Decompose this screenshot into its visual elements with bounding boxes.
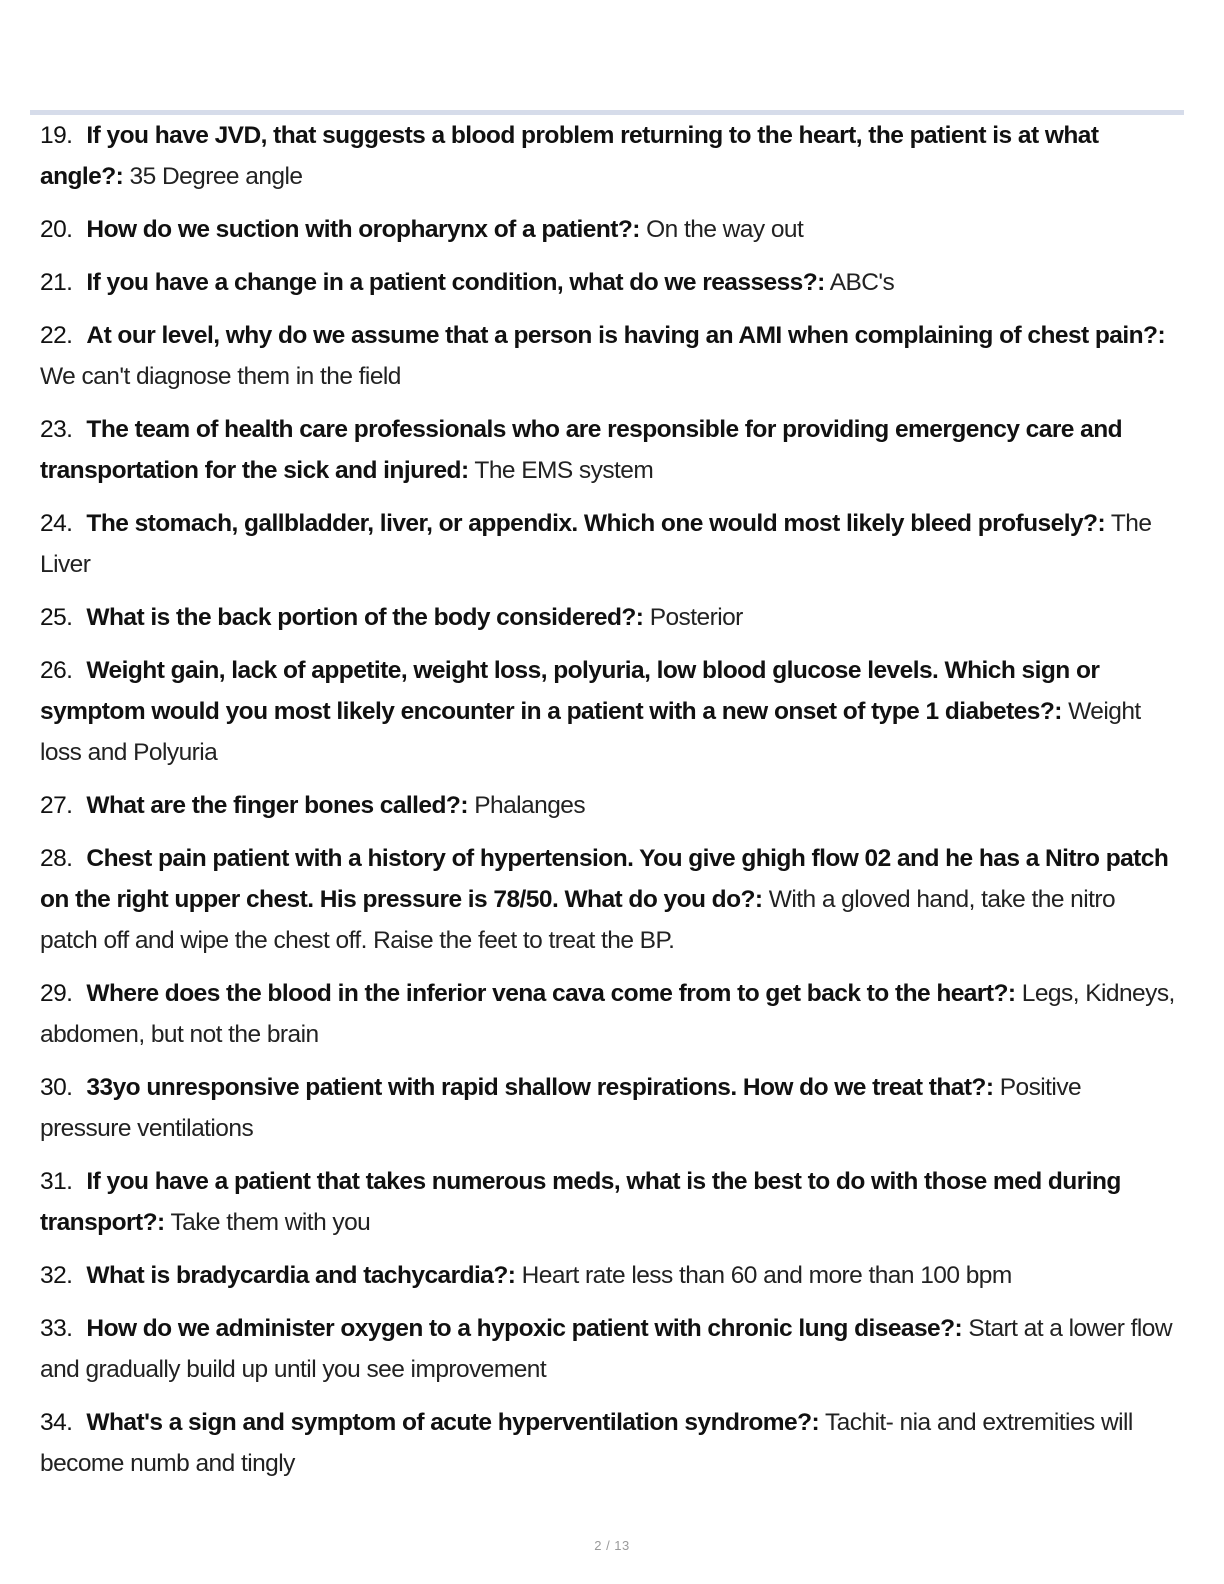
answer-text: With a gloved hand, take the nitro patch off and wipe the chest off. Raise the feet to treat the BP. xyxy=(40,886,1116,954)
item-number: 25. xyxy=(40,604,73,631)
answer-text: Heart rate less than 60 and more than 100 bpm xyxy=(521,1262,1012,1289)
question-text: Weight gain, lack of appetite, weight loss, polyuria, low blood glucose levels. Which sign or symptom would you most likely encounter in a patient with a new onset of type 1 diabetes?: xyxy=(40,657,1100,725)
list-item xyxy=(40,262,1178,303)
list-item xyxy=(40,315,1178,397)
answer-text: The Liver xyxy=(40,510,1152,578)
list-item xyxy=(40,1067,1178,1149)
item-number: 20. xyxy=(40,216,73,243)
list-item xyxy=(40,973,1178,1055)
page-number: 2 / 13 xyxy=(594,1538,630,1553)
question-text: Where does the blood in the inferior vena cava come from to get back to the heart?: xyxy=(86,980,1016,1007)
question-list xyxy=(40,115,1178,1496)
item-number: 22. xyxy=(40,322,73,349)
answer-text: Legs, Kidneys, abdomen, but not the brain xyxy=(40,980,1175,1048)
list-item xyxy=(40,1308,1178,1390)
item-number: 19. xyxy=(40,122,73,149)
item-number: 34. xyxy=(40,1409,73,1436)
question-text: If you have a patient that takes numerous meds, what is the best to do with those med during transport?: xyxy=(40,1168,1121,1236)
item-number: 26. xyxy=(40,657,73,684)
item-number: 28. xyxy=(40,845,73,872)
item-number: 30. xyxy=(40,1074,73,1101)
item-number: 32. xyxy=(40,1262,73,1289)
question-text: What is the back portion of the body considered?: xyxy=(86,604,644,631)
question-text: How do we administer oxygen to a hypoxic patient with chronic lung disease?: xyxy=(86,1315,963,1342)
answer-text: Start at a lower flow and gradually build up until you see improvement xyxy=(40,1315,1173,1383)
list-item xyxy=(40,1402,1178,1484)
item-number: 33. xyxy=(40,1315,73,1342)
question-text: What's a sign and symptom of acute hyperventilation syndrome?: xyxy=(86,1409,820,1436)
question-text: How do we suction with oropharynx of a patient?: xyxy=(86,216,640,243)
question-text: What are the finger bones called?: xyxy=(86,792,468,819)
list-item xyxy=(40,597,1178,638)
list-item xyxy=(40,209,1178,250)
question-text: 33yo unresponsive patient with rapid shallow respirations. How do we treat that?: xyxy=(86,1074,994,1101)
question-text: The team of health care professionals who are responsible for providing emergency care and transportation for the sick and injured: xyxy=(40,416,1123,484)
answer-text: On the way out xyxy=(646,216,804,243)
list-item xyxy=(40,838,1178,961)
answer-text: Posterior xyxy=(649,604,743,631)
item-number: 31. xyxy=(40,1168,73,1195)
answer-text: Positive pressure ventilations xyxy=(40,1074,1082,1142)
answer-text: We can't diagnose them in the field xyxy=(40,363,401,390)
question-text: If you have JVD, that suggests a blood problem returning to the heart, the patient is at what angle?: xyxy=(40,122,1099,190)
question-text: The stomach, gallbladder, liver, or appendix. Which one would most likely bleed profusely?: xyxy=(86,510,1106,537)
list-item xyxy=(40,409,1178,491)
answer-text: Take them with you xyxy=(170,1209,371,1236)
answer-text: Phalanges xyxy=(474,792,586,819)
answer-text: Weight loss and Polyuria xyxy=(40,698,1141,766)
question-text: If you have a change in a patient condition, what do we reassess?: xyxy=(86,269,825,296)
item-number: 24. xyxy=(40,510,73,537)
question-text: What is bradycardia and tachycardia?: xyxy=(86,1262,516,1289)
answer-text: The EMS system xyxy=(474,457,654,484)
question-text: At our level, why do we assume that a person is having an AMI when complaining of chest pain?: xyxy=(86,322,1166,349)
item-number: 29. xyxy=(40,980,73,1007)
item-number: 27. xyxy=(40,792,73,819)
answer-text: ABC's xyxy=(829,269,895,296)
list-item xyxy=(40,1161,1178,1243)
list-item xyxy=(40,650,1178,773)
answer-text: 35 Degree angle xyxy=(129,163,303,190)
list-item xyxy=(40,785,1178,826)
item-number: 21. xyxy=(40,269,73,296)
list-item xyxy=(40,503,1178,585)
list-item xyxy=(40,115,1178,197)
list-item xyxy=(40,1255,1178,1296)
question-text: Chest pain patient with a history of hypertension. You give ghigh flow 02 and he has a Nitro patch on the right upper chest. His pressure is 78/50. What do you do?: xyxy=(40,845,1169,913)
answer-text: Tachit- nia and extremities will become numb and tingly xyxy=(40,1409,1133,1477)
item-number: 23. xyxy=(40,416,73,443)
